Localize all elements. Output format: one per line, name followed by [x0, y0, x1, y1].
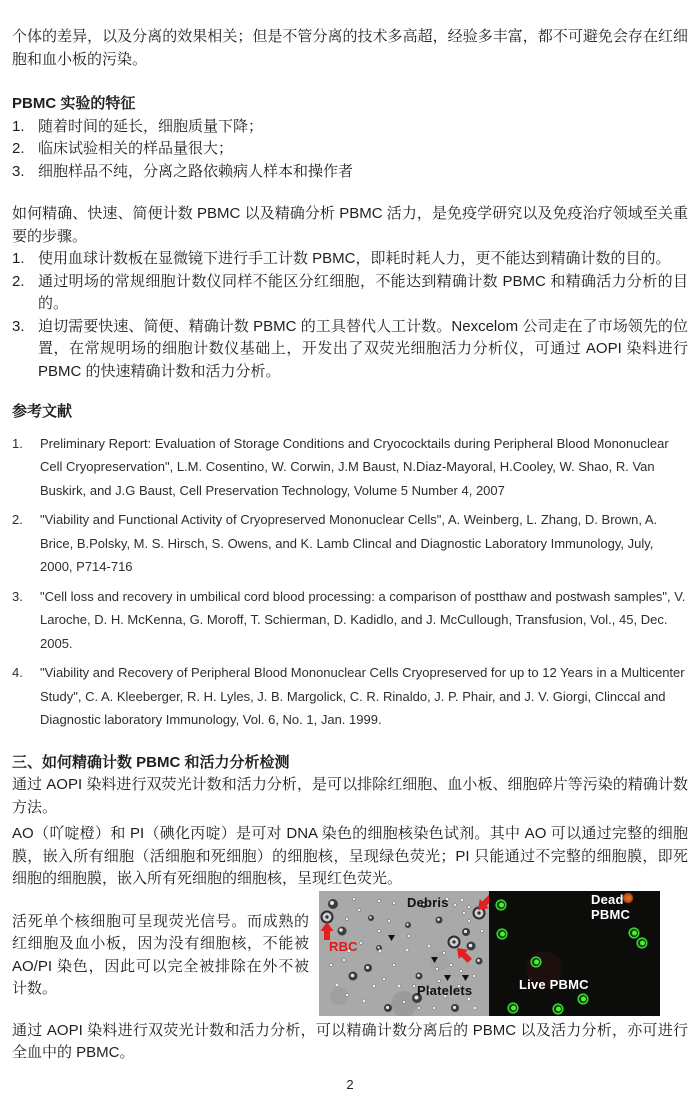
section3-paragraph-1: 通过 AOPI 染料进行双荧光计数和活力分析，是可以排除红细胞、血小板、细胞碎片等污染的精确计数方法。	[12, 776, 688, 816]
reference-item	[12, 508, 688, 579]
references-heading: 参考文献	[12, 403, 73, 420]
references-list	[12, 432, 688, 732]
list-item	[12, 116, 688, 139]
section3-paragraph-4: 通过 AOPI 染料进行双荧光计数和活力分析，可以精确计数分离后的 PBMC 以及活力分析，亦可进行全血中的 PBMC。	[12, 1021, 688, 1061]
debris-label: Debris	[407, 894, 449, 910]
reference-text: Preliminary Report: Evaluation of Storage Conditions and Cryococktails during Peripheral Blood Mononuclear Cell Cryopreservation", L.M. Cosentino, W. Corwin, J.M Baust, N.Diaz-Mayoral, H.Cooley, W. Shao, R. Van Buskirk, and J.G Baust, Cell Preservation Technology, Volume 5 Number 4, 2007	[40, 435, 669, 498]
how-paragraph: 如何精确、快速、简便计数 PBMC 以及精确分析 PBMC 活力，是免疫学研究以及免疫治疗领域至关重要的步骤。	[12, 205, 688, 245]
live-pbmc-label: Live PBMC	[519, 976, 589, 992]
dead-pbmc-cell	[623, 893, 633, 903]
list-item	[12, 138, 688, 161]
reference-item	[12, 432, 688, 503]
reference-text: "Cell loss and recovery in umbilical cord blood processing: a comparison of postthaw and postwash samples", V. Laroche, D. H. McKenna, G. Moroff, T. Schierman, D. Kadidlo, and J. McCullough, Transfusion, Vol., 45, Dec. 2005.	[40, 588, 686, 651]
fluorescence-panel	[489, 891, 660, 1016]
reference-text: "Viability and Functional Activity of Cryopreserved Mononuclear Cells", A. Weinberg, L. Zhang, D. Brown, A. Brice, B.Polsky, M. S. Hirsch, S. Owens, and K. Lamb Clincal and Diagnostic Laboratory Immunology, July, 2000, P714-716	[40, 512, 658, 574]
how-list	[12, 248, 688, 383]
list-item	[12, 271, 688, 316]
dead-pbmc-label-line1: Dead	[591, 891, 624, 907]
list-item	[12, 161, 688, 184]
reference-number: 2.	[12, 512, 23, 527]
list-item-number: 1.	[12, 117, 25, 135]
list-item	[12, 248, 688, 271]
page-number: 2	[346, 1076, 354, 1092]
list-item-number: 3.	[12, 317, 25, 335]
fluorescence-micrograph	[489, 891, 660, 1016]
reference-number: 4.	[12, 665, 23, 680]
list-item-text: 迫切需要快速、简便、精确计数 PBMC 的工具替代人工计数。Nexcelom 公司走在了市场领先的位置，在常规明场的细胞计数仪基础上，开发出了双荧光细胞活力分析仪，可通过 AOPI 染料进行 PBMC 的快速精确计数和活力分析。	[38, 317, 688, 380]
list-item-text: 使用血球计数板在显微镜下进行手工计数 PBMC，即耗时耗人力，更不能达到精确计数的目的。	[38, 250, 671, 267]
list-item-text: 通过明场的常规细胞计数仪同样不能区分红细胞，不能达到精确计数 PBMC 和精确活力分析的目的。	[38, 272, 688, 312]
section3-paragraph-3: 活死单个核细胞可呈现荧光信号。而成熟的红细胞及血小板，因为没有细胞核，不能被 AO/PI 染色，因此可以完全被排除在外不被计数。	[12, 912, 309, 997]
list-item-number: 3.	[12, 162, 25, 180]
intro-paragraph: 个体的差异，以及分离的效果相关；但是不管分离的技术多高超，经验多丰富，都不可避免会存在红细胞和血小板的污染。	[12, 28, 688, 68]
list-item-text: 临床试验相关的样品量很大；	[38, 140, 234, 157]
list-item-number: 2.	[12, 140, 25, 157]
section3-paragraph-2: AO（吖啶橙）和 PI（碘化丙啶）是可对 DNA 染色的细胞核染色试剂。其中 AO 可以通过完整的细胞膜，嵌入所有细胞（活细胞和死细胞）的细胞核，呈现绿色荧光；PI 只能通过不完整的细胞膜，即死细胞的细胞膜，嵌入所有死细胞的细胞核，呈现红色荧光。	[12, 825, 688, 887]
list-item-number: 2.	[12, 272, 25, 290]
reference-item	[12, 661, 688, 732]
rbc-label: RBC	[329, 938, 358, 954]
list-item-text: 随着时间的延长，细胞质量下降；	[38, 117, 264, 135]
dead-pbmc-label-line2: PBMC	[591, 906, 631, 922]
list-item	[12, 316, 688, 384]
micrograph-figure	[319, 891, 660, 1016]
brightfield-panel	[319, 891, 489, 1016]
platelets-label: Platelets	[417, 982, 473, 998]
list-item-text: 细胞样品不纯，分离之路依赖病人样本和操作者	[38, 162, 354, 180]
reference-number: 3.	[12, 588, 23, 604]
reference-text: "Viability and Recovery of Peripheral Blood Mononuclear Cells Cryopreserved for up to 12 Years in a Multicenter Study", C. A. Kleeberger, R. H. Lyles, J. B. Margolick, C. R. Rinaldo, J. P. Phair, and J. V. Giorgi, Clinccal and Diagnostic laboratory Immunology, Vol. 6, No. 1, Jan. 1999.	[40, 665, 685, 727]
features-list	[12, 116, 688, 184]
section3-heading: 三、如何精确计数 PBMC 和活力分析检测	[12, 753, 290, 771]
list-item-number: 1.	[12, 250, 25, 267]
figure-and-text-block	[12, 891, 688, 1001]
reference-number: 1.	[12, 435, 23, 451]
features-heading: PBMC 实验的特征	[12, 95, 136, 112]
reference-item	[12, 585, 688, 656]
